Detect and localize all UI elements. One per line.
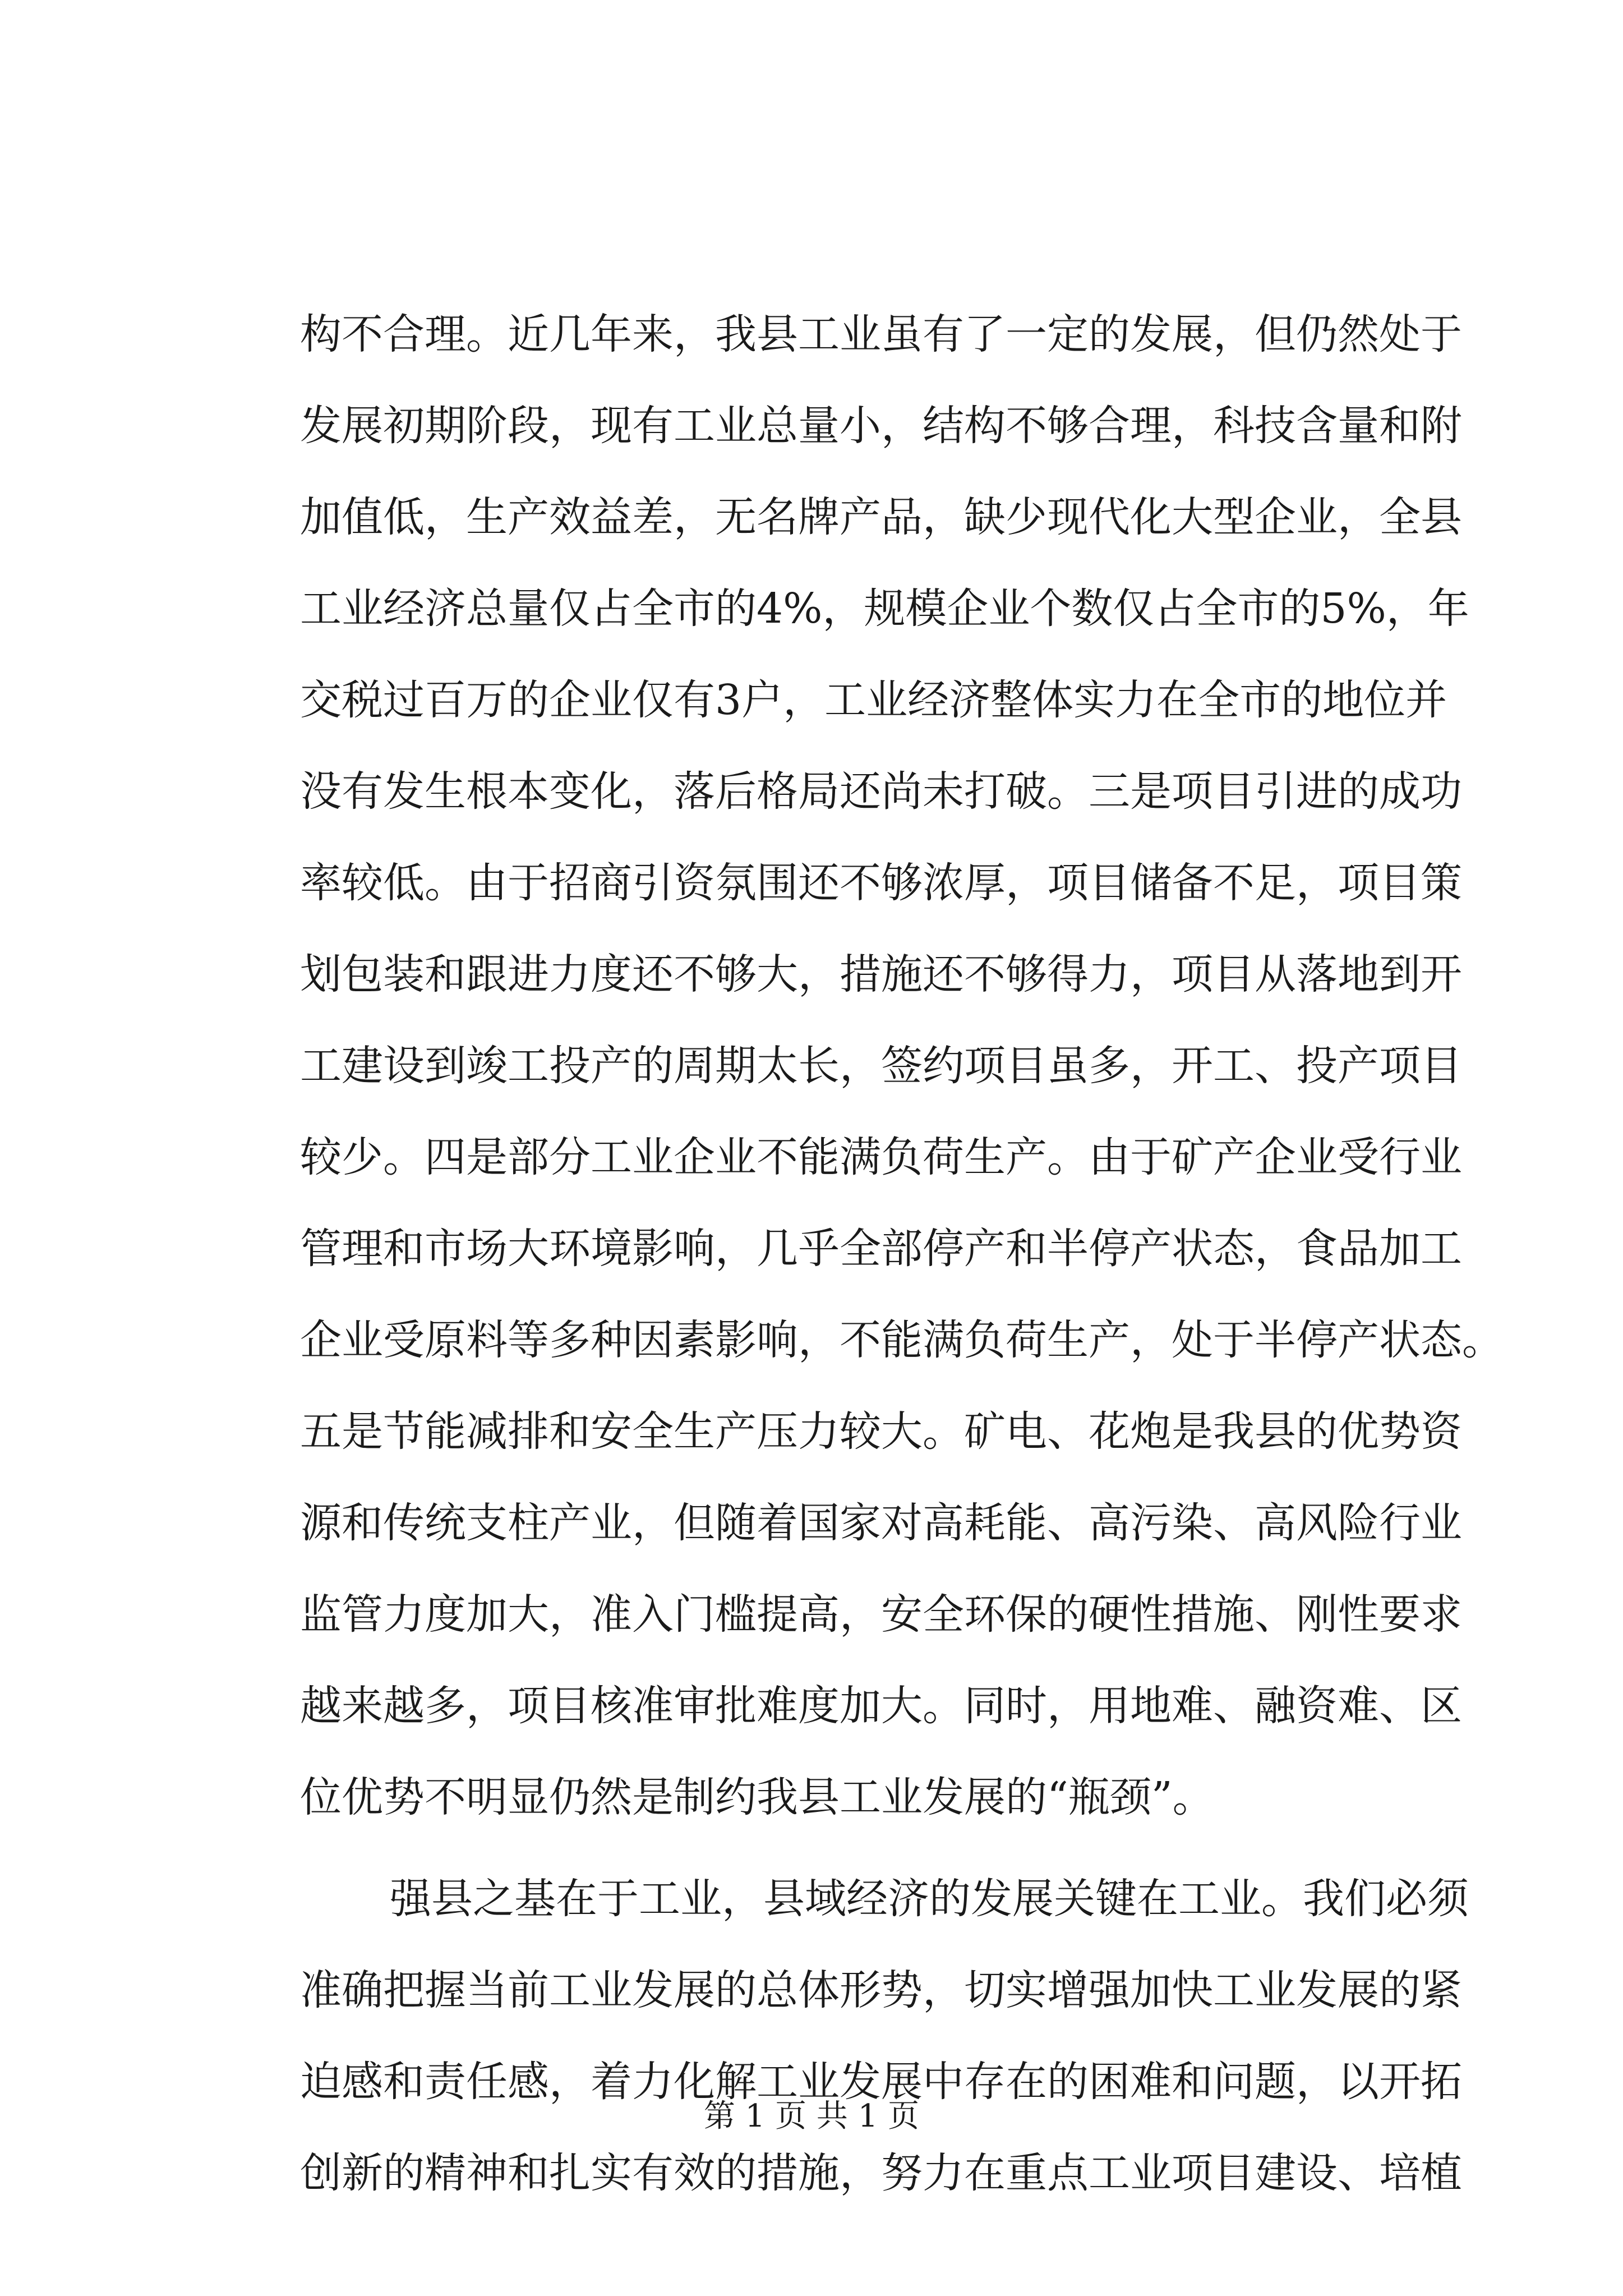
paragraph-2: [300, 1853, 1469, 2219]
text-line: 率较低。由于招商引资氛围还不够浓厚，项目储备不足，项目策: [300, 859, 1462, 907]
document-body: [300, 289, 1504, 2219]
paragraph-1: [300, 289, 1504, 1843]
page-footer: [0, 2097, 1623, 2136]
text-line: 构不合理。近几年来，我县工业虽有了一定的发展，但仍然处于: [300, 310, 1462, 358]
text-line: 工建设到竣工投产的周期太长，签约项目虽多，开工、投产项目: [300, 1042, 1462, 1090]
text-line: 监管力度加大，准入门槛提高，安全环保的硬性措施、刚性要求: [300, 1590, 1462, 1639]
text-line: 没有发生根本变化，落后格局还尚未打破。三是项目引进的成功: [300, 767, 1462, 816]
text-line: 工业经济总量仅占全市的4%，规模企业个数仅占全市的5%，年: [300, 585, 1469, 633]
text-line: 五是节能减排和安全生产压力较大。矿电、花炮是我县的优势资: [300, 1407, 1462, 1456]
text-line: 发展初期阶段，现有工业总量小，结构不够合理，科技含量和附: [300, 402, 1462, 450]
paragraph-gap: [300, 1843, 1416, 1853]
text-line: 较少。四是部分工业企业不能满负荷生产。由于矿产企业受行业: [300, 1133, 1462, 1181]
page-number: 第 1 页 共 1 页: [703, 2098, 920, 2134]
text-line: 交税过百万的企业仅有3户，工业经济整体实力在全市的地位并: [300, 676, 1447, 724]
text-line: 管理和市场大环境影响，几乎全部停产和半停产状态，食品加工: [300, 1225, 1462, 1273]
text-line: 企业受原料等多种因素影响，不能满负荷生产，处于半停产状态。: [300, 1316, 1504, 1364]
text-line: 强县之基在于工业，县域经济的发展关键在工业。我们必须: [390, 1875, 1469, 1923]
text-line: 越来越多，项目核准审批难度加大。同时，用地难、融资难、区: [300, 1682, 1462, 1730]
text-line: 加值低，生产效益差，无名牌产品，缺少现代化大型企业，全县: [300, 493, 1462, 541]
text-line: 源和传统支柱产业，但随着国家对高耗能、高污染、高风险行业: [300, 1499, 1462, 1547]
text-line: 准确把握当前工业发展的总体形势，切实增强加快工业发展的紧: [300, 1966, 1462, 2014]
text-line: 划包装和跟进力度还不够大，措施还不够得力，项目从落地到开: [300, 950, 1462, 999]
text-line: 迫感和责任感，着力化解工业发展中存在的困难和问题，以开拓: [300, 2058, 1462, 2106]
text-line: 创新的精神和扎实有效的措施，努力在重点工业项目建设、培植: [300, 2149, 1462, 2197]
text-line: 位优势不明显仍然是制约我县工业发展的“瓶颈”。: [300, 1773, 1214, 1821]
